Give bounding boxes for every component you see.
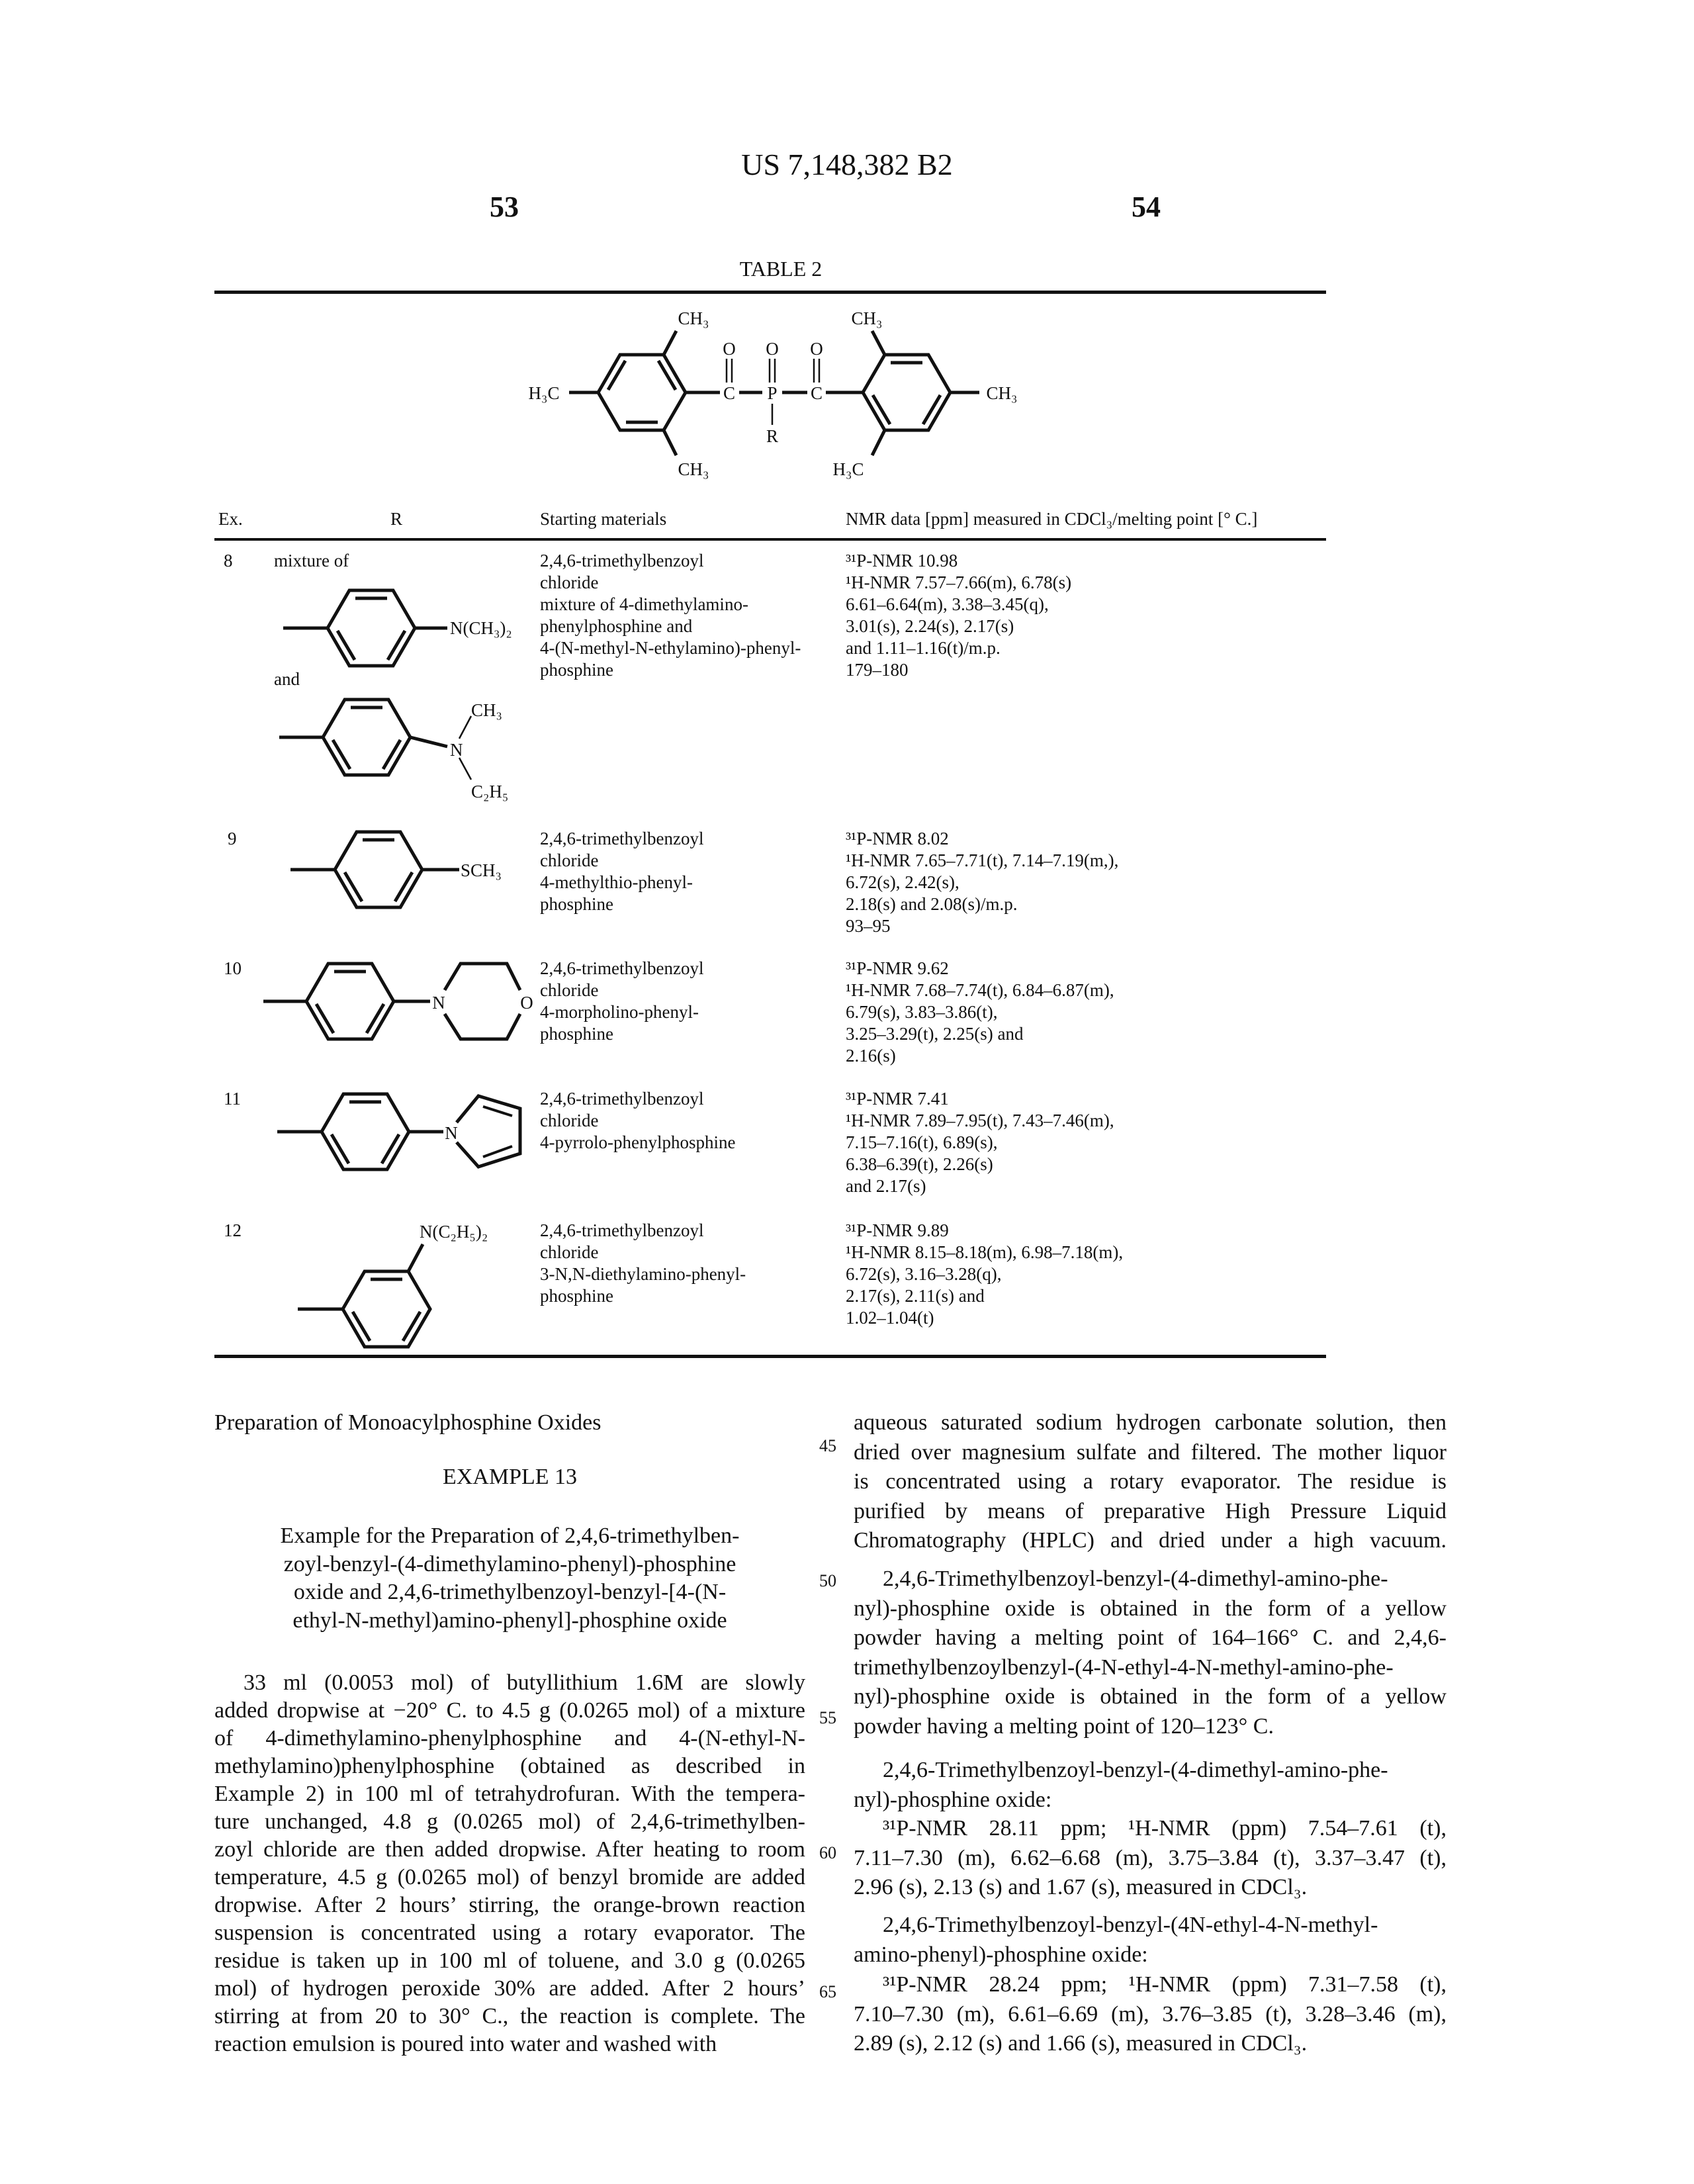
ch3-bottom-left-label: CH₃	[678, 459, 709, 479]
starting-material-line: phosphine	[540, 1285, 746, 1307]
paragraph-line: residue is taken up in 100 ml of toluene, and 3.0 g (0.0265	[214, 1947, 805, 1975]
starting-material-line: phosphine	[540, 659, 801, 681]
paragraph-line: trimethylbenzoylbenzyl-(4-N-ethyl-4-N-methyl-amino-phe-	[854, 1653, 1447, 1683]
nmr-data	[846, 1220, 1123, 1329]
paragraph-line: 2.89 (s), 2.12 (s) and 1.66 (s), measured in CDCl₃.	[854, 2029, 1447, 2059]
page-number-right: 54	[1132, 191, 1161, 224]
line-number: 65	[819, 1982, 836, 2002]
methylthio-label: SCH₃	[461, 860, 502, 880]
starting-materials	[540, 1220, 746, 1307]
nmr-line: 2.17(s), 2.11(s) and	[846, 1285, 1123, 1307]
starting-material-line: 2,4,6-trimethylbenzoyl	[540, 1088, 735, 1110]
phosphorus-label: P	[767, 383, 777, 403]
nmr-line: 6.79(s), 3.83–3.86(t),	[846, 1001, 1114, 1023]
paragraph-line: Chromatography (HPLC) and dried under a high vacuum.	[854, 1526, 1447, 1556]
starting-material-line: phosphine	[540, 893, 703, 915]
nmr-line: ¹H-NMR 7.68–7.74(t), 6.84–6.87(m),	[846, 979, 1114, 1001]
example-title-line: oxide and 2,4,6-trimethylbenzoyl-benzyl-[4-(N-	[214, 1578, 805, 1607]
starting-material-line: 2,4,6-trimethylbenzoyl	[540, 550, 801, 572]
starting-material-line: 3-N,N-diethylamino-phenyl-	[540, 1263, 746, 1285]
patent-number: US 7,148,382 B2	[0, 148, 1694, 181]
starting-material-line: mixture of 4-dimethylamino-	[540, 594, 801, 615]
paragraph-line: of 4-dimethylamino-phenylphosphine and 4-(N-ethyl-N-	[214, 1725, 805, 1752]
paragraph-line: dropwise. After 2 hours’ stirring, the orange-brown reaction	[214, 1891, 805, 1919]
nmr-paragraph	[854, 1814, 1447, 1903]
starting-material-line: phosphine	[540, 1023, 703, 1045]
paragraph-line: nyl)-phosphine oxide is obtained in the form of a yellow	[854, 1682, 1447, 1712]
ex-number: 11	[224, 1088, 241, 1110]
starting-material-line: chloride	[540, 979, 703, 1001]
ch3-top-left-label: CH₃	[678, 308, 709, 328]
nmr-data	[846, 1088, 1114, 1197]
main-structure	[529, 308, 1018, 479]
nmr-line: 6.38–6.39(t), 2.26(s)	[846, 1154, 1114, 1175]
r-prefix: mixture of	[274, 550, 349, 572]
diethylamino-label: N(C₂H₅)₂	[420, 1222, 488, 1242]
example-title	[214, 1522, 805, 1635]
methyl-label: CH₃	[471, 700, 502, 720]
structure-ex8	[279, 590, 512, 801]
paragraph	[854, 1565, 1447, 1742]
ex-number: 10	[224, 958, 242, 979]
structure-ex9	[290, 832, 502, 907]
paragraph-line: suspension is concentrated using a rotary evaporator. The	[214, 1919, 805, 1947]
oxygen-label: O	[520, 993, 533, 1013]
starting-material-line: 4-methylthio-phenyl-	[540, 872, 703, 893]
paragraph-line: Example 2) in 100 ml of tetrahydrofuran. With the tempera-	[214, 1780, 805, 1808]
nmr-line: ³¹P-NMR 9.62	[846, 958, 1114, 979]
paragraph-line: 2,4,6-Trimethylbenzoyl-benzyl-(4N-ethyl-4-N-methyl-	[854, 1911, 1447, 1940]
paragraph-line: 7.11–7.30 (m), 6.62–6.68 (m), 3.75–3.84 (t), 3.37–3.47 (t),	[854, 1844, 1447, 1874]
column-header-starting-materials: Starting materials	[540, 508, 666, 530]
nmr-line: ¹H-NMR 7.65–7.71(t), 7.14–7.19(m,),	[846, 850, 1118, 872]
paragraph-line: aqueous saturated sodium hydrogen carbonate solution, then	[854, 1408, 1447, 1438]
nmr-line: ¹H-NMR 7.89–7.95(t), 7.43–7.46(m),	[846, 1110, 1114, 1132]
paragraph-line: stirring at from 20 to 30° C., the reaction is complete. The	[214, 2003, 805, 2030]
section-heading: Preparation of Monoacylphosphine Oxides	[214, 1408, 602, 1437]
paragraph-line: zoyl chloride are then added dropwise. After heating to room	[214, 1836, 805, 1864]
starting-materials	[540, 958, 703, 1045]
nmr-line: ³¹P-NMR 7.41	[846, 1088, 1114, 1110]
paragraph	[854, 1756, 1447, 1815]
nmr-line: ³¹P-NMR 10.98	[846, 550, 1071, 572]
nmr-paragraph	[854, 1970, 1447, 2059]
table-bottom-rule	[214, 1355, 1326, 1358]
column-header-nmr: NMR data [ppm] measured in CDCl₃/melting point [° C.]	[846, 508, 1257, 530]
h3c-bottom-right-label: H₃C	[833, 459, 864, 479]
starting-material-line: 2,4,6-trimethylbenzoyl	[540, 828, 703, 850]
starting-material-line: phenylphosphine and	[540, 615, 801, 637]
nmr-line: ¹H-NMR 7.57–7.66(m), 6.78(s)	[846, 572, 1071, 594]
ethyl-label: C₂H₅	[471, 782, 508, 801]
nitrogen-label: N	[445, 1123, 458, 1143]
nmr-line: 7.15–7.16(t), 6.89(s),	[846, 1132, 1114, 1154]
carbon-label: C	[811, 383, 823, 403]
paragraph-line: powder having a melting point of 120–123° C.	[854, 1712, 1447, 1742]
paragraph-line: methylamino)phenylphosphine (obtained as described in	[214, 1752, 805, 1780]
starting-materials	[540, 550, 801, 681]
example-title-line: ethyl-N-methyl)amino-phenyl]-phosphine oxide	[214, 1607, 805, 1635]
example-heading: EXAMPLE 13	[214, 1463, 805, 1492]
nmr-line: 6.72(s), 2.42(s),	[846, 872, 1118, 893]
oxygen-label: O	[723, 339, 736, 359]
nmr-line: 6.72(s), 3.16–3.28(q),	[846, 1263, 1123, 1285]
paragraph	[854, 1408, 1447, 1556]
starting-material-line: 4-morpholino-phenyl-	[540, 1001, 703, 1023]
r-label: R	[766, 426, 778, 446]
line-number: 50	[819, 1571, 836, 1591]
nmr-line: 3.25–3.29(t), 2.25(s) and	[846, 1023, 1114, 1045]
nitrogen-label: N	[450, 740, 463, 760]
nmr-line: 6.61–6.64(m), 3.38–3.45(q),	[846, 594, 1071, 615]
structure-ex10	[263, 964, 533, 1039]
starting-material-line: chloride	[540, 850, 703, 872]
oxygen-label: O	[766, 339, 779, 359]
paragraph-line: amino-phenyl)-phosphine oxide:	[854, 1940, 1447, 1970]
nmr-line: and 2.17(s)	[846, 1175, 1114, 1197]
structure-ex11	[277, 1094, 520, 1169]
oxygen-label: O	[810, 339, 823, 359]
paragraph-line: 7.10–7.30 (m), 6.61–6.69 (m), 3.76–3.85 (t), 3.28–3.46 (m),	[854, 2000, 1447, 2030]
nmr-line: 2.18(s) and 2.08(s)/m.p.	[846, 893, 1118, 915]
paragraph	[854, 1911, 1447, 1970]
table-title: TABLE 2	[0, 257, 1562, 281]
ex-number: 8	[224, 550, 233, 572]
nmr-line: 2.16(s)	[846, 1045, 1114, 1067]
paragraph-line: ³¹P-NMR 28.11 ppm; ¹H-NMR (ppm) 7.54–7.61 (t),	[854, 1814, 1447, 1844]
ch3-right-label: CH₃	[987, 383, 1018, 403]
r-and: and	[274, 668, 300, 690]
starting-material-line: chloride	[540, 1242, 746, 1263]
starting-material-line: 2,4,6-trimethylbenzoyl	[540, 1220, 746, 1242]
nmr-line: 179–180	[846, 659, 1071, 681]
nmr-data	[846, 958, 1114, 1067]
structure-ex12	[298, 1222, 488, 1347]
paragraph-line: 2,4,6-Trimethylbenzoyl-benzyl-(4-dimethyl-amino-phe-	[854, 1565, 1447, 1594]
left-mesityl-ring	[598, 355, 686, 430]
line-number: 60	[819, 1843, 836, 1863]
nmr-line: ¹H-NMR 8.15–8.18(m), 6.98–7.18(m),	[846, 1242, 1123, 1263]
starting-materials	[540, 1088, 735, 1154]
starting-material-line: 4-(N-methyl-N-ethylamino)-phenyl-	[540, 637, 801, 659]
paragraph-line: nyl)-phosphine oxide is obtained in the form of a yellow	[854, 1594, 1447, 1624]
nmr-line: 3.01(s), 2.24(s), 2.17(s)	[846, 615, 1071, 637]
starting-material-line: chloride	[540, 572, 801, 594]
paragraph-line: 2.96 (s), 2.13 (s) and 1.67 (s), measured in CDCl₃.	[854, 1873, 1447, 1903]
nmr-line: 1.02–1.04(t)	[846, 1307, 1123, 1329]
paragraph-line: dried over magnesium sulfate and filtered. The mother liquor	[854, 1438, 1447, 1468]
nmr-line: and 1.11–1.16(t)/m.p.	[846, 637, 1071, 659]
paragraph-line: powder having a melting point of 164–166° C. and 2,4,6-	[854, 1623, 1447, 1653]
example-paragraph	[214, 1669, 805, 2058]
line-number: 55	[819, 1708, 836, 1728]
nmr-line: 93–95	[846, 915, 1118, 937]
nmr-data	[846, 550, 1071, 681]
ch3-top-right-label: CH₃	[852, 308, 883, 328]
paragraph-line: temperature, 4.5 g (0.0265 mol) of benzyl bromide are added	[214, 1864, 805, 1891]
carbon-label: C	[723, 383, 735, 403]
paragraph-line: added dropwise at −20° C. to 4.5 g (0.0265 mol) of a mixture	[214, 1697, 805, 1725]
paragraph-line: reaction emulsion is poured into water and washed with	[214, 2030, 805, 2058]
paragraph-line: purified by means of preparative High Pressure Liquid	[854, 1497, 1447, 1527]
right-mesityl-ring	[863, 355, 950, 430]
ex-number: 9	[228, 828, 237, 850]
paragraph-line: nyl)-phosphine oxide:	[854, 1786, 1447, 1815]
nmr-data	[846, 828, 1118, 937]
starting-material-line: 4-pyrrolo-phenylphosphine	[540, 1132, 735, 1154]
nmr-line: ³¹P-NMR 9.89	[846, 1220, 1123, 1242]
starting-material-line: chloride	[540, 1110, 735, 1132]
example-title-line: zoyl-benzyl-(4-dimethylamino-phenyl)-phosphine	[214, 1551, 805, 1579]
starting-materials	[540, 828, 703, 915]
column-header-r: R	[390, 508, 402, 530]
nitrogen-label: N	[432, 993, 445, 1013]
paragraph-line: 33 ml (0.0053 mol) of butyllithium 1.6M are slowly	[214, 1669, 805, 1697]
page-number-left: 53	[490, 191, 519, 224]
paragraph-line: is concentrated using a rotary evaporator. The residue is	[854, 1467, 1447, 1497]
nmr-line: ³¹P-NMR 8.02	[846, 828, 1118, 850]
dimethylamino-label: N(CH₃)₂	[450, 618, 512, 638]
h3c-left-label: H₃C	[529, 383, 560, 403]
paragraph-line: mol) of hydrogen peroxide 30% are added. After 2 hours’	[214, 1975, 805, 2003]
line-number: 45	[819, 1436, 836, 1456]
column-header-ex: Ex.	[218, 508, 243, 530]
paragraph-line: ³¹P-NMR 28.24 ppm; ¹H-NMR (ppm) 7.31–7.58 (t),	[854, 1970, 1447, 2000]
starting-material-line: 2,4,6-trimethylbenzoyl	[540, 958, 703, 979]
paragraph-line: ture unchanged, 4.8 g (0.0265 mol) of 2,4,6-trimethylben-	[214, 1808, 805, 1836]
example-title-line: Example for the Preparation of 2,4,6-trimethylben-	[214, 1522, 805, 1551]
table-header-rule	[214, 538, 1326, 541]
paragraph-line: 2,4,6-Trimethylbenzoyl-benzyl-(4-dimethyl-amino-phe-	[854, 1756, 1447, 1786]
ex-number: 12	[224, 1220, 242, 1242]
